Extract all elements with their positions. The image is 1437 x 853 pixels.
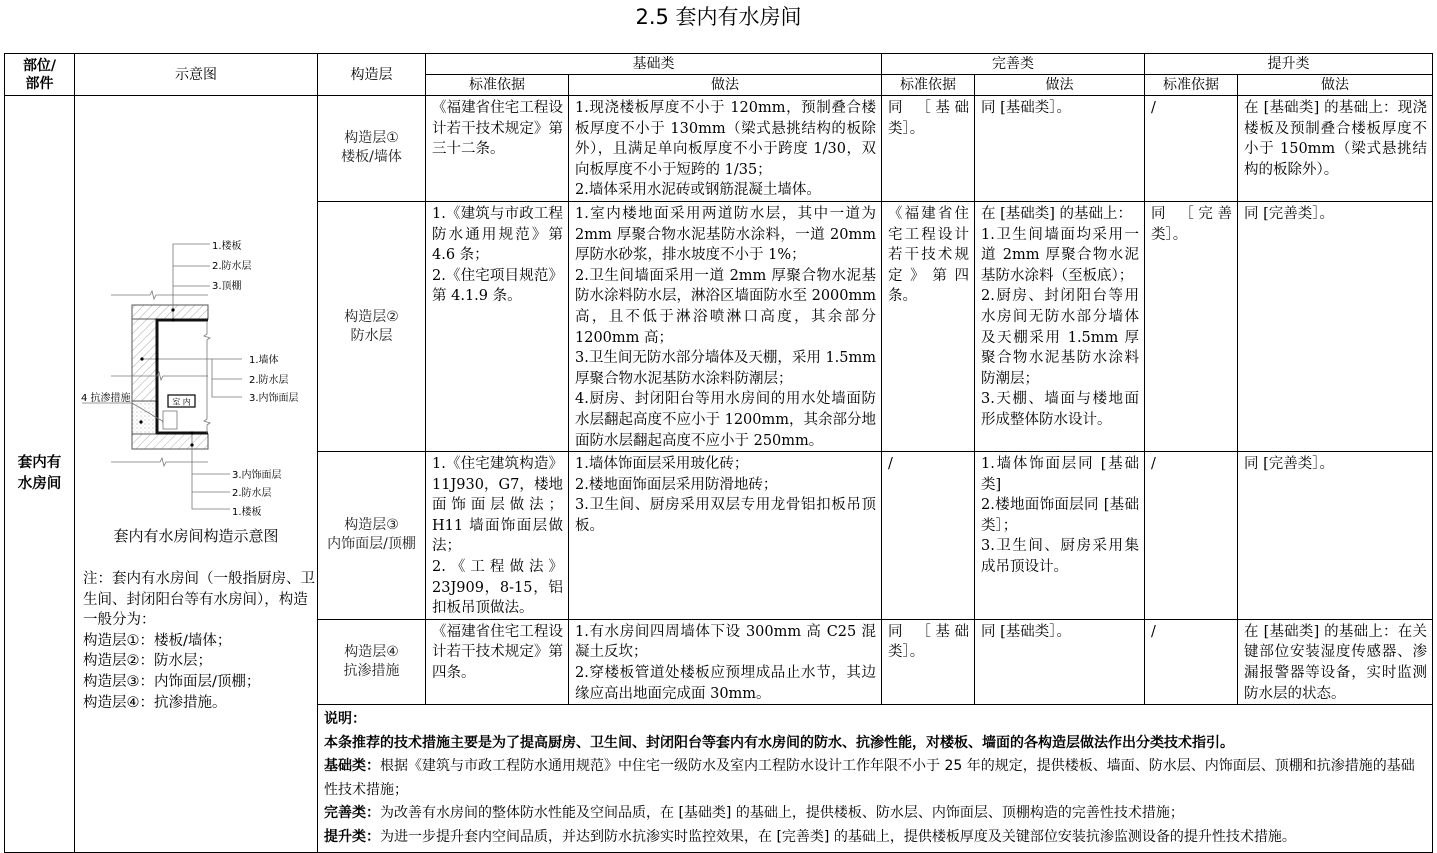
header-basic: 基础类 xyxy=(426,54,882,75)
header-diagram: 示意图 xyxy=(75,54,318,96)
diagram-label: 2.防水层 xyxy=(212,261,252,272)
method-item: 在 [基础类] 的基础上： xyxy=(981,205,1133,222)
method-item: 2.墙体采用水泥砖或钢筋混凝土墙体。 xyxy=(575,182,821,199)
method-item: 4.厨房、封闭阳台等用水房间的用水处墙面防水层翻起高度不应小于 1200mm，其余部分地面防水层翻起高度不应小于 250mm。 xyxy=(575,391,877,449)
method-item: 3.卫生间、厨房采用双层专用龙骨铝扣板吊顶板。 xyxy=(575,497,876,534)
layer-desc: 防水层 xyxy=(350,327,393,344)
upgraded-method: 在 [基础类] 的基础上：现浇楼板及预制叠合楼板厚度不小于 150mm（梁式悬挑结构的板除外）。 xyxy=(1238,96,1433,202)
method-item: 2.穿楼板管道处楼板应预埋成品止水节，其边缘应高出地面完成面 30mm。 xyxy=(575,665,876,702)
header-basic-method: 做法 xyxy=(569,75,882,96)
basic-method xyxy=(569,96,882,202)
spec-table xyxy=(4,53,1433,853)
improved-method: 同 [基础类］。 xyxy=(975,96,1145,202)
layer-cell xyxy=(318,201,426,451)
improved-method xyxy=(975,452,1145,620)
layer-name: 构造层③ xyxy=(344,517,399,534)
diagram-label: 1.楼板 xyxy=(212,241,242,252)
diagram-label: 2.防水层 xyxy=(249,375,289,386)
diagram-cell xyxy=(75,96,318,853)
diagram-label: 3.内饰面层 xyxy=(232,470,282,481)
slab-bottom xyxy=(132,434,208,449)
improved-standard: 同 ［基础类］。 xyxy=(882,96,975,202)
upgraded-standard: / xyxy=(1145,452,1238,620)
layer-desc: 内饰面层/顶棚 xyxy=(327,536,416,553)
method-item: 2.楼地面饰面层同 [基础类］； xyxy=(981,497,1139,534)
upgraded-method: 同 [完善类］。 xyxy=(1238,452,1433,620)
upgraded-method: 在 [基础类] 的基础上：在关键部位安装湿度传感器、渗漏报警器等设备，实时监测防水层的状态。 xyxy=(1238,619,1433,704)
improved-standard: 同 ［基础类］。 xyxy=(882,619,975,704)
header-upgraded-method: 做法 xyxy=(1238,75,1433,96)
basic-standard: 1.《建筑与市政工程防水通用规范》第 4.6 条； 2.《住宅项目规范》第 4.1.9 条。 xyxy=(426,201,569,451)
notes-upgraded-text: 为进一步提升套内空间品质，并达到防水抗渗实时监控效果，在 [完善类] 的基础上，提供楼板厚度及关键部位安装抗渗监测设备的提升性技术措施。 xyxy=(380,828,1296,845)
construction-diagram xyxy=(0,0,320,559)
seepage-curb xyxy=(132,401,157,434)
basic-method xyxy=(569,619,882,704)
method-item: 1.室内楼地面采用两道防水层，其中一道为 2mm 厚聚合物水泥基防水涂料，一道 20mm 厚防水砂浆，排水坡度不小于 1%； xyxy=(575,205,876,264)
part-name-text: 套内有水房间 xyxy=(17,455,62,493)
layer-cell xyxy=(318,619,426,704)
method-item: 2.卫生间墙面采用一道 2mm 厚聚合物水泥基防水涂料防水层，淋浴区墙面防水至 2000mm 高，且不低于淋浴喷淋口高度，其余部分 1200mm 高； xyxy=(575,267,877,346)
method-item: 3.卫生间、厨房采用集成吊顶设计。 xyxy=(981,538,1139,576)
note-line: 构造层②：防水层； xyxy=(83,653,212,670)
header-layer: 构造层 xyxy=(318,54,426,96)
room-label: 室 内 xyxy=(172,397,191,407)
layer-desc: 楼板/墙体 xyxy=(341,149,402,166)
notes-summary: 本条推荐的技术措施主要是为了提高厨房、卫生间、封闭阳台等套内有水房间的防水、抗渗性能，对楼板、墙面的各构造层做法作出分类技术指引。 xyxy=(324,734,1234,751)
header-improved-standard: 标准依据 xyxy=(882,75,975,96)
notes-basic-text: 根据《建筑与市政工程防水通用规范》中住宅一级防水及室内工程防水设计工作年限不小于 25 年的规定，提供楼板、墙面、防水层、内饰面层、顶棚和抗渗措施的基础性技术措施； xyxy=(324,758,1415,798)
diagram-label: 2.防水层 xyxy=(232,488,272,499)
method-item: 2.厨房、封闭阳台等用水房间无防水部分墙体及天棚采用 1.5mm 厚聚合物水泥基防水涂料防潮层； xyxy=(981,288,1139,387)
notes-heading: 说明： xyxy=(324,711,366,728)
seepage-label: 4 抗渗措施 xyxy=(81,393,131,404)
method-item: 3.卫生间无防水部分墙体及天棚，采用 1.5mm 厚聚合物水泥基防水涂料防潮层； xyxy=(575,350,877,387)
improved-method: 同 [基础类］。 xyxy=(975,619,1145,704)
layer-name: 构造层④ xyxy=(344,644,399,661)
upgraded-method: 同 [完善类］。 xyxy=(1238,201,1433,451)
upgraded-standard: / xyxy=(1145,96,1238,202)
diagram-label: 1.墙体 xyxy=(249,355,279,366)
layer-cell xyxy=(318,452,426,620)
notes-improved-label: 完善类： xyxy=(324,805,380,822)
method-item: 1.卫生间墙面均采用一道 2mm 厚聚合物水泥基防水涂料（至板底）； xyxy=(981,226,1139,284)
method-item: 1.墙体饰面层采用玻化砖； xyxy=(575,456,749,473)
notes-upgraded-label: 提升类： xyxy=(324,828,380,845)
method-item: 1.有水房间四周墙体下设 300mm 高 C25 混凝土反坎； xyxy=(575,623,876,661)
layer-cell xyxy=(318,96,426,202)
method-item: 2.楼地面饰面层采用防滑地砖； xyxy=(575,476,778,493)
header-upgraded-standard: 标准依据 xyxy=(1145,75,1238,96)
diagram-caption: 套内有水房间构造示意图 xyxy=(113,527,279,545)
note-line: 构造层④：抗渗措施。 xyxy=(83,694,227,711)
basic-standard: 《福建省住宅工程设计若干技术规定》第三十二条。 xyxy=(426,96,569,202)
upgraded-standard: / xyxy=(1145,619,1238,704)
wall xyxy=(132,319,157,401)
basic-standard: 1.《住宅建筑构造》11J930，G7，楼地面饰面层做法；H11 墙面饰面层做法； 2.《工程做法》23J909，8-15，铝扣板吊顶做法。 xyxy=(426,452,569,620)
basic-method xyxy=(569,452,882,620)
pipe-sleeve xyxy=(163,411,177,429)
notes-basic-label: 基础类： xyxy=(324,758,380,775)
table-row xyxy=(5,96,1433,202)
diagram-note xyxy=(83,569,315,713)
method-item: 3.天棚、墙面与楼地面形成整体防水设计。 xyxy=(981,391,1139,428)
basic-standard: 《福建省住宅工程设计若干技术规定》第四条。 xyxy=(426,619,569,704)
layer-desc: 抗渗措施 xyxy=(343,663,400,680)
header-upgraded: 提升类 xyxy=(1145,54,1433,75)
method-item: 1.墙体饰面层同 [基础类] xyxy=(981,456,1139,493)
header-basic-standard: 标准依据 xyxy=(426,75,569,96)
note-line: 构造层①：楼板/墙体； xyxy=(83,632,232,649)
notes-cell xyxy=(318,705,1433,853)
improved-standard: 《福建省住宅工程设计若干技术规定》第四条。 xyxy=(882,201,975,451)
upgraded-standard: 同 ［完善类］。 xyxy=(1145,201,1238,451)
layer-name: 构造层② xyxy=(344,308,399,325)
note-line: 构造层③：内饰面层/顶棚； xyxy=(83,673,261,690)
improved-method xyxy=(975,201,1145,451)
page-title: 2.5 套内有水房间 xyxy=(635,5,802,29)
diagram-label: 3.内饰面层 xyxy=(249,393,299,404)
basic-method xyxy=(569,201,882,451)
header-improved: 完善类 xyxy=(882,54,1145,75)
method-item: 1.现浇楼板厚度不小于 120mm，预制叠合楼板厚度不小于 130mm（梁式悬挑结构的板除外），且满足单向板厚度不小于跨度 1/30，双向板厚度不小于短跨的 1/35； xyxy=(575,100,876,178)
header-part: 部位/ 部件 xyxy=(5,54,75,96)
diagram-label: 1.楼板 xyxy=(232,507,262,518)
improved-standard: / xyxy=(882,452,975,620)
note-line: 注：套内有水房间（一般指厨房、卫生间、封闭阳台等有水房间），构造一般分为： xyxy=(83,571,315,629)
slab-top xyxy=(132,305,208,319)
diagram-label: 3.顶棚 xyxy=(212,281,242,292)
header-improved-method: 做法 xyxy=(975,75,1145,96)
layer-name: 构造层① xyxy=(344,130,399,147)
notes-improved-text: 为改善有水房间的整体防水性能及空间品质，在 [基础类] 的基础上，提供楼板、防水层、内饰面层、顶棚构造的完善性技术措施； xyxy=(380,805,1184,822)
